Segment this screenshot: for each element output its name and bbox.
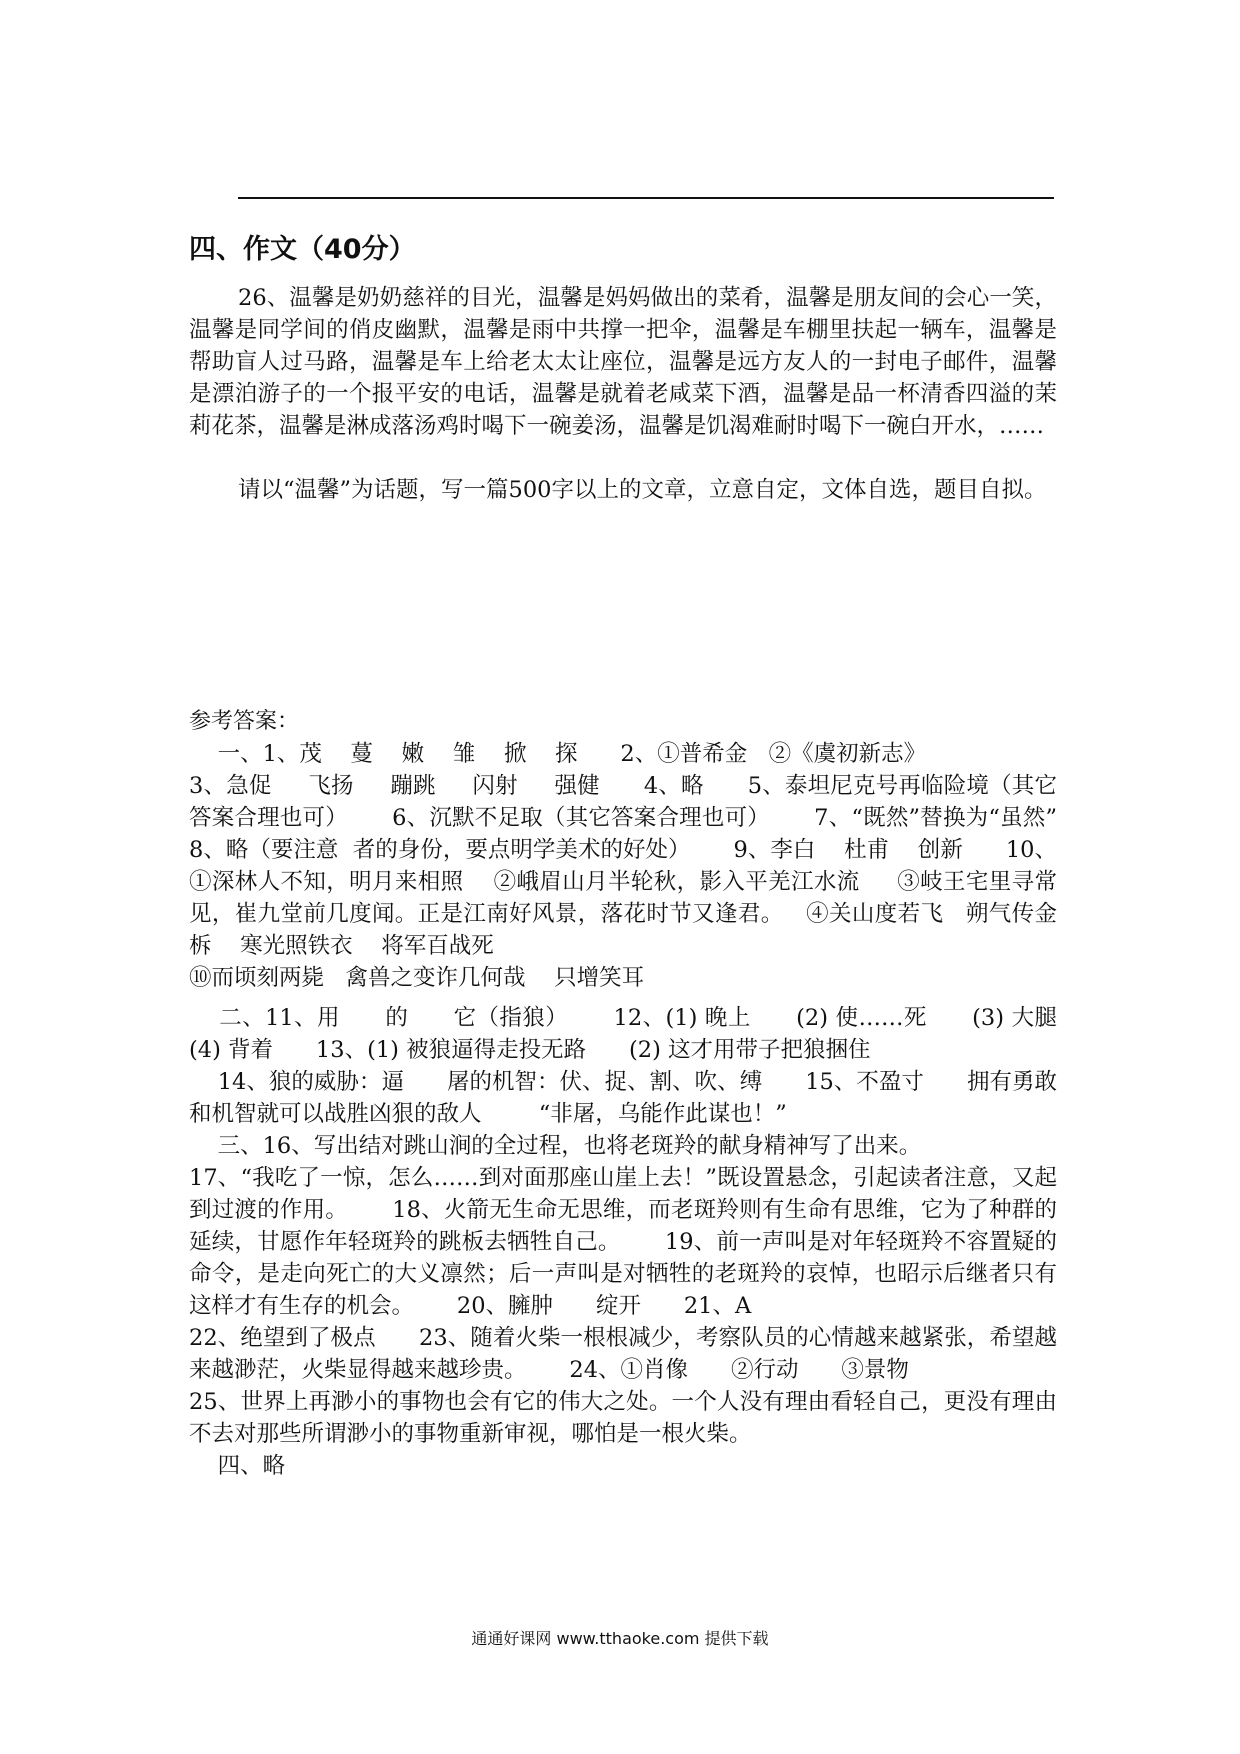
essay-instruction-paragraph: 请以“温馨”为话题，写一篇500字以上的文章，立意自定，文体自选，题目自拟。 bbox=[238, 477, 1047, 503]
answers-label: 参考答案： bbox=[189, 709, 300, 734]
answers-part-two: 二、11、用 的 它（指狼） 12、(1) 晚上 (2) 使……死 (3) 大腿 (4) 背着 13、(1) 被狼逼得走投无路 (2) 这才用带子把狼捆住 14、狼的威胁：逼 屠的机智：伏、捉、割、吹、缚 15、不盈寸 拥有勇敢和机智就可以战胜凶狠的敌人 “非屠，乌能作此谋也！” bbox=[189, 1005, 1058, 1127]
answers-part-three: 三、16、写出结对跳山涧的全过程，也将老斑羚的献身精神写了出来。 17、“我吃了一惊，怎么……到对面那座山崖上去！”既设置悬念，引起读者注意，又起到过渡的作用。 18、火箭无生命无思维，而老斑羚则有生命有思维，它为了种群的延续，甘愿作年轻斑羚的跳板去牺牲自己。 19、前一声叫是对年轻斑羚不容置疑的命令，是走向死亡的大义凛然；后一声叫是对牺牲的老斑羚的哀悼，也昭示后继者只有这样才有生存的机会。 20、臃肿 绽开 21、A 22、绝望到了极点 23、随着火柴一根根减少，考察队员的心情越来越紧张，希望越来越渺茫，火柴显得越来越珍贵。 24、①肖像 ②行动 ③景物 25、世界上再渺小的事物也会有它的伟大之处。一个人没有理由看轻自己，更没有理由不去对那些所谓渺小的事物重新审视，哪怕是一根火柴。 bbox=[189, 1133, 1057, 1447]
page-footer: 通通好课网 www.tthaoke.com 提供下载 bbox=[471, 1629, 769, 1648]
top-divider-line bbox=[238, 197, 1054, 199]
answers-part-one: 一、1、茂 蔓 嫩 雏 掀 探 2、①普希金 ②《虞初新志》 3、急促 飞扬 蹦跳 闪射 强健 4、略 5、泰坦尼克号再临险境（其它答案合理也可） 6、沉默不足取（其它答案合理也可） 7、“既然”替换为“虽然” 8、略（要注意 者的身份，要点明学美术的好处） 9、李白 杜甫 创新 10、①深林人不知，明月来相照 ②峨眉山月半轮秋，影入平羌江水流 ③岐王宅里寻常见，崔九堂前几度闻。正是江南好风景，落花时节又逢君。 ④关山度若飞 朔气传金柝 寒光照铁衣 将军百战死 ⑩而顷刻两毙 禽兽之变诈几何哉 只增笑耳 bbox=[189, 741, 1057, 991]
section-title: 四、作文（40分） bbox=[189, 234, 416, 265]
answers-part-four: 四、略 bbox=[189, 1453, 286, 1479]
essay-prompt-paragraph: 26、温馨是奶奶慈祥的目光，温馨是妈妈做出的菜肴，温馨是朋友间的会心一笑，温馨是同学间的俏皮幽默，温馨是雨中共撑一把伞，温馨是车棚里扶起一辆车，温馨是帮助盲人过马路，温馨是车上给老太太让座位，温馨是远方友人的一封电子邮件，温馨是漂泊游子的一个报平安的电话，温馨是就着老咸菜下酒，温馨是品一杯清香四溢的茉莉花茶，温馨是淋成落汤鸡时喝下一碗姜汤，温馨是饥渴难耐时喝下一碗白开水，…… bbox=[189, 285, 1057, 439]
